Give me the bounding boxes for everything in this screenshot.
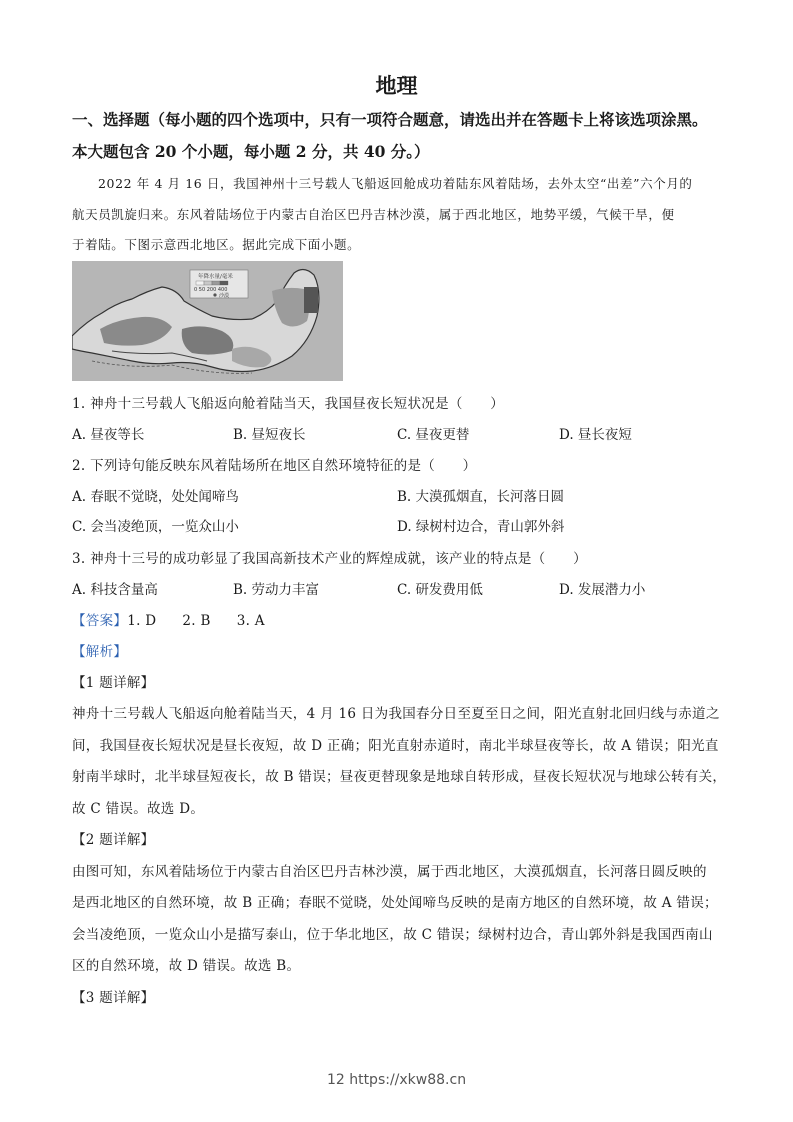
detail-2-heading: 【2 题详解】 xyxy=(72,832,155,848)
detail-1-line-1: 神舟十三号载人飞船返向舱着陆当天，4 月 16 日为我国春分日至夏至日之间，阳光直射北回归线与赤道之 xyxy=(72,706,720,722)
question-3-option-a: A. 科技含量高 xyxy=(72,582,158,598)
question-2-option-b: B. 大漠孤烟直，长河落日圆 xyxy=(397,489,565,505)
answer-value-2: 2. B xyxy=(182,613,211,629)
question-1-option-a: A. 昼夜等长 xyxy=(72,427,145,443)
northwest-region-map xyxy=(72,261,343,381)
question-1-option-d: D. 昼长夜短 xyxy=(559,427,632,443)
answer-label: 【答案】 xyxy=(72,613,128,629)
question-2-option-c: C. 会当凌绝顶，一览众山小 xyxy=(72,519,239,535)
question-1-stem: 1. 神舟十三号载人飞船返向舱着陆当天，我国昼夜长短状况是（ ） xyxy=(72,396,505,412)
detail-2-line-3: 会当凌绝顶，一览众山小是描写泰山，位于华北地区，故 C 错误；绿树村边合，青山郭外斜是我国西南山 xyxy=(72,927,713,943)
map-legend-desert: 沙漠 xyxy=(219,293,230,299)
question-3-option-d: D. 发展潜力小 xyxy=(559,582,646,598)
question-1-option-b: B. 昼短夜长 xyxy=(233,427,306,443)
map-legend-scale: 0 50 200 400 xyxy=(194,287,228,293)
page-title: 地理 xyxy=(375,73,418,98)
answer-value-3: 3. A xyxy=(236,613,265,629)
detail-1-line-2: 间，我国昼夜长短状况是昼长夜短，故 D 正确；阳光直射赤道时，南北半球昼夜等长，故 A 错误；阳光直 xyxy=(72,738,719,754)
map-legend-title: 年降水量/毫米 xyxy=(198,274,233,280)
detail-1-heading: 【1 题详解】 xyxy=(72,675,155,691)
answer-row xyxy=(72,609,265,629)
question-3-option-c: C. 研发费用低 xyxy=(397,582,483,598)
section-heading-line-2: 本大题包含 20 个小题，每小题 2 分，共 40 分。） xyxy=(72,142,430,161)
intro-line-2: 航天员凯旋归来。东风着陆场位于内蒙古自治区巴丹吉林沙漠，属于西北地区，地势平缓，气候干旱，便 xyxy=(72,207,675,222)
intro-line-3: 于着陆。下图示意西北地区。据此完成下面小题。 xyxy=(72,237,361,252)
detail-3-heading: 【3 题详解】 xyxy=(72,990,155,1006)
page-footer: 12 https://xkw88.cn xyxy=(326,1072,467,1088)
detail-2-line-1: 由图可知，东风着陆场位于内蒙古自治区巴丹吉林沙漠，属于西北地区，大漠孤烟直，长河落日圆反映的 xyxy=(72,864,707,880)
analysis-label: 【解析】 xyxy=(72,644,128,660)
detail-2-line-4: 区的自然环境，故 D 错误。故选 B。 xyxy=(72,958,301,974)
detail-1-line-3: 射南半球时，北半球昼短夜长，故 B 错误；昼夜更替现象是地球自转形成，昼夜长短状况与地球公转有关， xyxy=(72,769,727,785)
question-3-option-b: B. 劳动力丰富 xyxy=(233,582,320,598)
detail-2-line-2: 是西北地区的自然环境，故 B 正确；春眠不觉晓，处处闻啼鸟反映的是南方地区的自然环境，故 A 错误； xyxy=(72,895,718,911)
intro-line-1: 2022 年 4 月 16 日，我国神州十三号载人飞船返回舱成功着陆东风着陆场，去外太空“出差”六个月的 xyxy=(98,176,693,191)
answer-value-1: 1. D xyxy=(127,613,157,629)
question-2-option-d: D. 绿树村边合，青山郭外斜 xyxy=(397,519,565,535)
question-2-option-a: A. 春眠不觉晓，处处闻啼鸟 xyxy=(72,489,239,505)
question-1-option-c: C. 昼夜更替 xyxy=(397,427,470,443)
question-2-stem: 2. 下列诗句能反映东风着陆场所在地区自然环境特征的是（ ） xyxy=(72,458,477,474)
question-3-stem: 3. 神舟十三号的成功彰显了我国高新技术产业的辉煌成就，该产业的特点是（ ） xyxy=(72,551,587,567)
detail-1-line-4: 故 C 错误。故选 D。 xyxy=(72,801,205,817)
section-heading-line-1: 一、选择题（每小题的四个选项中，只有一项符合题意，请选出并在答题卡上将该选项涂黑。 xyxy=(72,110,708,129)
